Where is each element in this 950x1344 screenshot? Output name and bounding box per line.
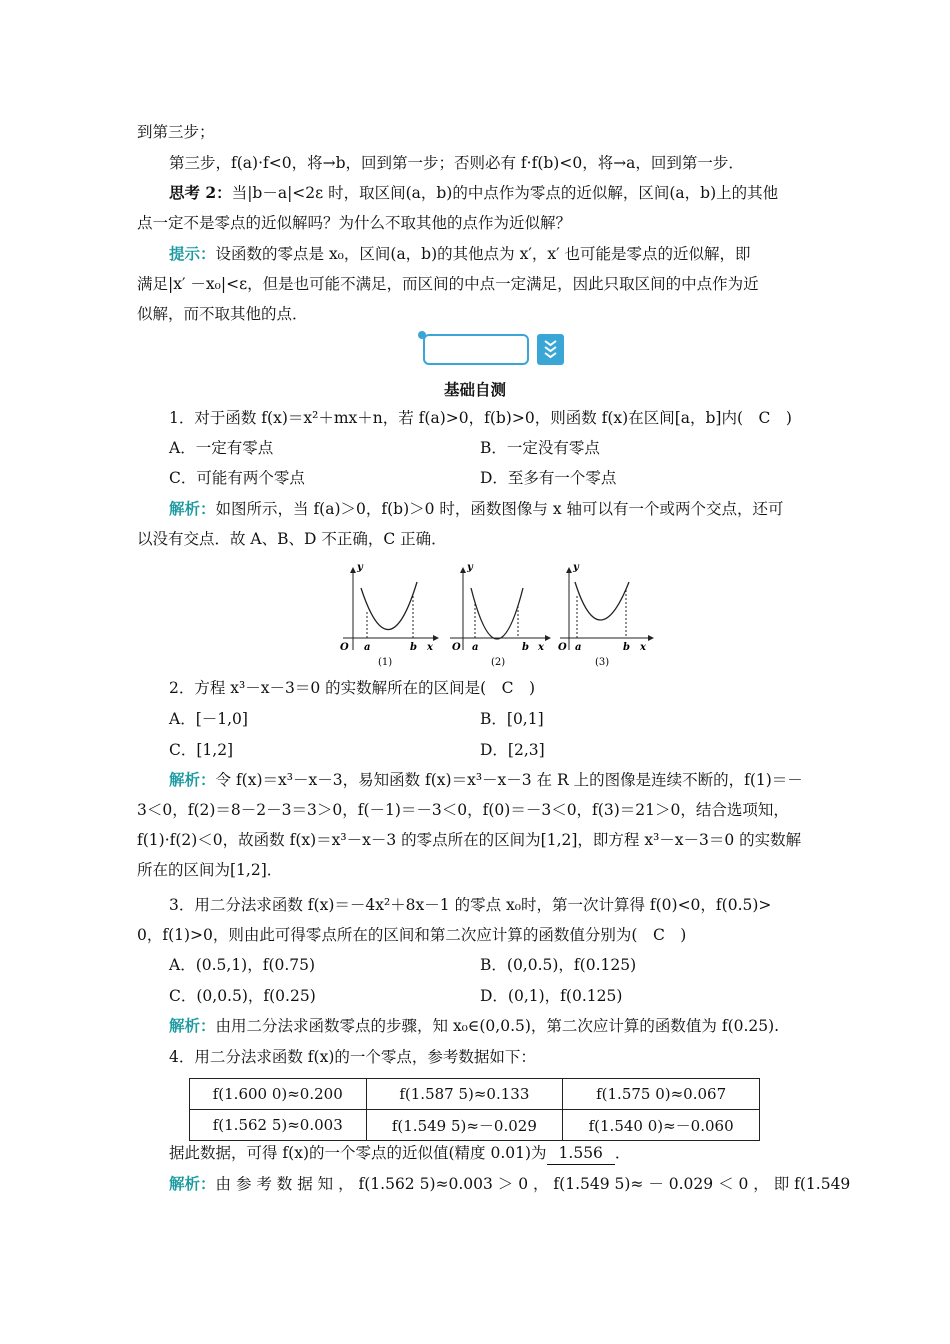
x-axis-label: x [427, 642, 433, 653]
y-axis-label: y [467, 562, 473, 573]
solution-label: 解析： [169, 1174, 216, 1193]
section-title: 基础自测 [443, 380, 506, 399]
solution-line: 所在的区间为[1,2]． [137, 861, 283, 879]
solution-line [169, 1173, 849, 1195]
question-stem: 0，f(1)>0，则由此可得零点所在的区间和第二次应计算的函数值分别为( C ) [137, 926, 687, 944]
blank-suffix: ． [614, 1144, 631, 1162]
think-text: 当|b－a|<2ε 时，取区间(a，b)的中点作为零点的近似解，区间(a，b)上的其他 [231, 184, 779, 202]
solution-text: 由用二分法求函数零点的步骤，知 x₀∈(0,0.5)，第二次应计算的函数值为 f(0.25). [215, 1017, 780, 1035]
option-a: A．一定有零点 [169, 439, 274, 457]
option-b: B．一定没有零点 [480, 439, 600, 457]
solution-line: 3＜0，f(2)＝8－2－3＝3＞0，f(－1)＝－3＜0，f(0)＝－3＜0，f(3)＝21＞0，结合选项知， [137, 801, 789, 819]
hint-line [169, 243, 849, 265]
b-label: b [623, 642, 630, 653]
solution-line [169, 1015, 849, 1037]
question-stem: 1．对于函数 f(x)＝x²＋mx＋n，若 f(a)>0，f(b)>0，则函数 f(x)在区间[a，b]内( C ) [169, 409, 792, 427]
solution-label: 解析： [169, 499, 216, 518]
text-line: 点一定不是零点的近似解吗？为什么不取其他的点作为近似解？ [137, 214, 572, 232]
graph-3 [558, 562, 653, 668]
hint-label: 提示： [169, 244, 216, 263]
b-label: b [410, 642, 417, 653]
text-line: 似解，而不取其他的点． [137, 305, 308, 323]
hint-text: 设函数的零点是 x₀，区间(a，b)的其他点为 x′，x′ 也可能是零点的近似解，即 [215, 245, 751, 263]
table-cell: f(1.575 0)≈0.067 [563, 1079, 760, 1110]
question-stem: 3．用二分法求函数 f(x)＝－4x²＋8x－1 的零点 x₀时，第一次计算得 f(0)<0，f(0.5)> [169, 896, 772, 914]
solution-line [169, 769, 849, 791]
table-row [190, 1110, 760, 1141]
caption-2: (2) [491, 657, 506, 668]
answer-blank: 1.556 [547, 1142, 615, 1165]
solution-text: 由 参 考 数 据 知 ， f(1.562 5)≈0.003 ＞ 0 ， f(1.549 5)≈ － 0.029 ＜ 0 ， 即 f(1.549 [215, 1175, 851, 1193]
solution-line [169, 498, 849, 520]
caption-3: (3) [595, 657, 610, 668]
reference-data-table [189, 1078, 760, 1141]
table-cell: f(1.562 5)≈0.003 [190, 1110, 367, 1141]
solution-text: 令 f(x)＝x³－x－3，易知函数 f(x)＝x³－x－3 在 R 上的图像是连续不断的，f(1)＝－ [215, 771, 803, 789]
x-axis-label: x [538, 642, 544, 653]
question-stem: 4．用二分法求函数 f(x)的一个零点，参考数据如下： [169, 1048, 536, 1066]
text-line: 第三步，f(a)·f<0，将→b，回到第一步；否则必有 f·f(b)<0，将→a，回到第一步． [169, 154, 744, 172]
option-d: D．至多有一个零点 [480, 469, 617, 487]
x-axis-label: x [640, 642, 646, 653]
b-label: b [522, 642, 529, 653]
table-cell: f(1.540 0)≈－0.060 [563, 1110, 760, 1141]
origin-label: O [452, 642, 461, 653]
y-axis-label: y [357, 562, 363, 573]
blank-prefix: 据此数据，可得 f(x)的一个零点的近似值(精度 0.01)为 [169, 1144, 547, 1162]
a-label: a [472, 642, 479, 653]
solution-line: 以没有交点．故 A、B、D 不正确，C 正确． [137, 530, 447, 548]
option-d: D．(0,1)，f(0.125) [480, 987, 623, 1005]
option-a: A．[－1,0] [169, 710, 248, 728]
solution-label: 解析： [169, 770, 216, 789]
chevron-down-icon [537, 334, 564, 365]
think-question-line [169, 182, 849, 204]
table-cell: f(1.549 5)≈－0.029 [366, 1110, 563, 1141]
graph-1 [340, 562, 438, 668]
think-label: 思考 2： [169, 183, 232, 202]
option-b: B．[0,1] [480, 710, 544, 728]
solution-text: 如图所示，当 f(a)＞0，f(b)＞0 时，函数图像与 x 轴可以有一个或两个交点，还可 [215, 500, 784, 518]
a-label: a [575, 642, 582, 653]
option-a: A．(0.5,1)，f(0.75) [169, 956, 316, 974]
option-d: D．[2,3] [480, 741, 545, 759]
text-line: 满足|x′ －x₀|<ε，但是也可能不满足，而区间的中点一定满足，因此只取区间的中点作为近 [137, 275, 759, 293]
option-c: C．(0,0.5)，f(0.25) [169, 987, 316, 1005]
question-stem: 2．方程 x³－x－3＝0 的实数解所在的区间是( C ) [169, 679, 536, 697]
table-row [190, 1079, 760, 1110]
y-axis-label: y [573, 562, 579, 573]
solution-line: f(1)·f(2)＜0，故函数 f(x)＝x³－x－3 的零点所在的区间为[1,2]，即方程 x³－x－3＝0 的实数解 [137, 831, 802, 849]
option-c: C．可能有两个零点 [169, 469, 305, 487]
a-label: a [364, 642, 371, 653]
origin-label: O [558, 642, 567, 653]
solution-label: 解析： [169, 1016, 216, 1035]
table-cell: f(1.600 0)≈0.200 [190, 1079, 367, 1110]
parabola-figures [335, 562, 657, 670]
table-cell: f(1.587 5)≈0.133 [366, 1079, 563, 1110]
caption-1: (1) [378, 657, 393, 668]
origin-label: O [340, 642, 349, 653]
option-c: C．[1,2] [169, 741, 234, 759]
section-banner-box [423, 334, 529, 365]
banner-dot [418, 331, 426, 339]
text-line: 到第三步； [137, 123, 215, 141]
graph-2 [450, 562, 550, 668]
fill-blank-line [169, 1142, 849, 1165]
option-b: B．(0,0.5)，f(0.125) [480, 956, 637, 974]
